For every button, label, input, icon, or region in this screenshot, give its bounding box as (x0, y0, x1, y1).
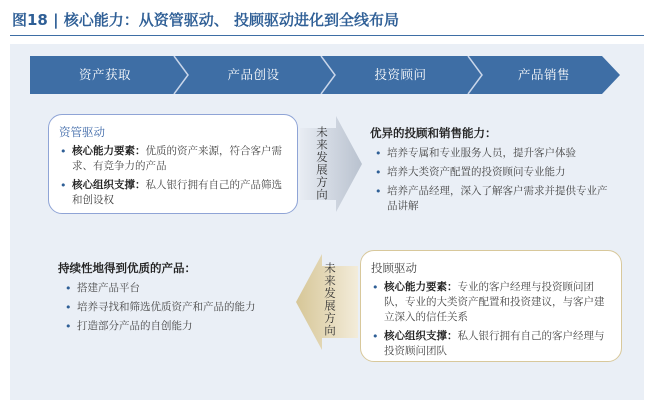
advisory-need-item: • 培养大类资产配置的投资顾问专业能力 (374, 165, 614, 180)
advisory-driven-box (360, 250, 622, 362)
arrow-right-icon (300, 116, 362, 212)
advisory-bullet-capability: • 核心能力要素：专业的客户经理与投资顾问团队，专业的大类资产配置和投资建议，与客户建立深入的信任关系 (371, 280, 611, 325)
product-need-item: • 打造部分产品的自创能力 (64, 319, 304, 334)
step-product-creation: 产品创设 (227, 67, 280, 82)
advisory-driven-title: 投顾驱动 (371, 261, 417, 275)
advisory-need-item: • 培养专属和专业服务人员，提升客户体验 (374, 146, 614, 161)
product-need-item: • 培养寻找和筛选优质资产和产品的能力 (64, 300, 304, 315)
arrow-bottom-label: 未来发展方向 (323, 262, 337, 337)
product-need-item: • 搭建产品平台 (64, 281, 304, 296)
advisory-need-title: 优异的投顾和销售能力： (370, 126, 497, 140)
step-product-sales: 产品销售 (517, 67, 570, 82)
asset-driven-title: 资管驱动 (59, 125, 105, 139)
advisory-need-list (374, 146, 614, 218)
step-asset-acquisition: 资产获取 (78, 67, 131, 82)
figure-title: 图18 | 核心能力：从资管驱动、 投顾驱动进化到全线布局 (10, 6, 644, 36)
advisory-bullet-organization: • 核心组织支撑：私人银行拥有自己的客户经理与投资顾问团队 (371, 329, 611, 359)
asset-bullet-organization: • 核心组织支撑：私人银行拥有自己的产品筛选和创设权 (59, 178, 287, 208)
process-bar (30, 56, 620, 94)
product-need-title: 持续性地得到优质的产品： (58, 261, 196, 275)
asset-driven-box (48, 114, 298, 214)
product-need-list (64, 281, 304, 338)
asset-bullet-capability: • 核心能力要素：优质的资产来源，符合客户需求、有竞争力的产品 (59, 144, 287, 174)
advisory-need-item: • 培养产品经理，深入了解客户需求并提供专业产品讲解 (374, 184, 614, 214)
step-investment-advisory: 投资顾问 (374, 67, 427, 82)
arrow-top-label: 未来发展方向 (315, 126, 329, 201)
